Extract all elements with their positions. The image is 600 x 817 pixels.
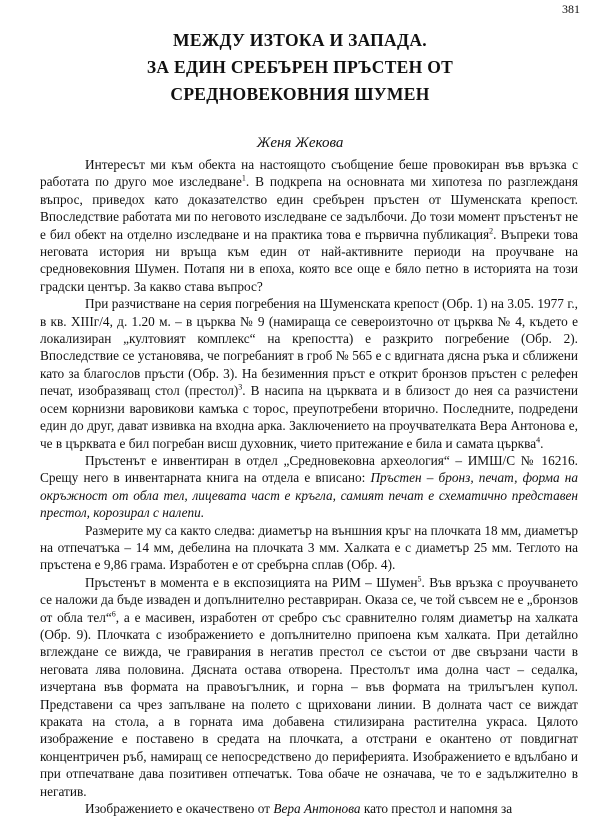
paragraph-1: Интересът ми към обекта на настоящото съобщение беше провокиран във връзка с работата по друго мое изследване$^1$. В подкрепа на основната ми хипотеза по разглежданя въпрос, приведох като доказателство един сребърен пръстен от Шуменската крепост. Впоследствие работата ми по неговото изследване се задълбочи. До този момент пръстенът не е бил обект на отделно изследване и на практика това е първична публикация$^2$. Въпреки това неговата история ни връща към един от най-активните периоди на проучване на средновековния Шумен. Потапя ни в епоха, която все още е бяло петно в историята на този градски център. За какво става въпрос? [40,157,579,294]
footnote-ref[interactable]: 2 [489,226,494,236]
footnote-ref[interactable]: 1 [241,173,246,183]
footnote-ref[interactable]: 5 [417,574,422,584]
paragraph-6: Изображението е окачествено от Вера Антонова като престол и напомня за [85,801,513,817]
page-number: 381 [562,2,580,16]
paragraph-3: Пръстенът е инвентиран в отдел „Средновековна археология“ – ИМШ/С № 16216. Срещу него в инвентарната книга на отдела е вписано: Пръстен – бронз, печат, форма на окръжност от обла тел, лицевата част е кръгла, самият печат е схематично представен престол, корозирал с налепи. [40,452,578,521]
paragraph-2: При разчистване на серия погребения на Шуменската крепост (Обр. 1) на 3.05. 1977 г., в кв. XIIIг/4, д. 1.20 м. – в църква № 9 (намираща се североизточно от църква № 4, където е локализиран „култовият комплекс“ на крепостта) е разкрито погребение (Обр. 2). Впоследствие се установява, че погребаният в гроб № 565 е с вдигната дясна ръка и сближени като за благослов пръсти (Обр. 3). На безименния пръст е открит бронзов пръстен с релефен печат, изобразяващ стол (престол)$^3$. В насипа на църквата и в близост до нея са разчистени осем корнизни варовикови камъка с торос, преупотребени вторично. Последните, подредени един до друг, дават извивка на входна арка. Заключението на проучвателката Вера Антонова е, че в църквата е бил погребан висш духовник, чието притежание е била и самата църква$^4$. [40,296,578,451]
paragraph-4: Размерите му са както следва: диаметър на външния кръг на плочката 18 мм, диаметър на отпечатъка – 14 мм, дебелина на плочката 3 мм. Халката е с диаметър 25 мм. Теглото на пръстена е 9,86 грама. Изработен е от сребърна сплав (Обр. 4). [40,522,578,573]
cited-author: Вера Антонова [273,801,361,817]
author-name: Женя Жекова [256,135,344,151]
inventory-entry-quote: Пръстен – бронз, печат, форма на окръжност от обла тел, лицевата част е кръгла, самият печат е схематично представен престол, корозирал с налепи. [40,470,578,521]
article-body [40,156,578,817]
footnote-ref[interactable]: 6 [111,609,116,619]
title-line-1: МЕЖДУ ИЗТОКА И ЗАПАДА. [173,30,427,50]
footnote-ref[interactable]: 4 [536,435,541,445]
footnote-ref[interactable]: 3 [238,382,243,392]
paragraph-5: Пръстенът в момента е в експозицията на РИМ – Шумен$^5$. Във връзка с проучването се наложи да бъде изваден и допълнително реставриран. Оказа се, че той съвсем не е „бронзов от обла тел“$^6$, а е масивен, изработен от сребро със сравнително голям диаметър на халката (Обр. 9). Плочката с изображението е допълнително припоена към халката. При детайлно вглеждане се вижда, че гравирания в негатив престол се състои от две свързани части в неговата лява половина. Дясната остава отворена. Престолът има долна част – седалка, изчертана във формата на правоъгълник, и горна – във формата на трилъгълен купол. Представени са чрез запълване на полето с щриховани линии. В долната част се виждат краката на стола, а в горната има добавена стилизирана растителна украса. Цялото изображение е поставено в средата на плочката, а отстрани е окантено от повдигнат концентричен ръб, намиращ се непосредствено до периферията. Изображението е вдълбано и при отпечатване дава позитивен отпечатък. Това обаче не означава, че то е задължително в негатив. [40,574,578,799]
title-line-2: ЗА ЕДИН СРЕБЪРЕН ПРЪСТЕН ОТ [146,57,454,77]
title-line-3: СРЕДНОВЕКОВНИЯ ШУМЕН [170,84,430,104]
article-title [0,27,600,108]
